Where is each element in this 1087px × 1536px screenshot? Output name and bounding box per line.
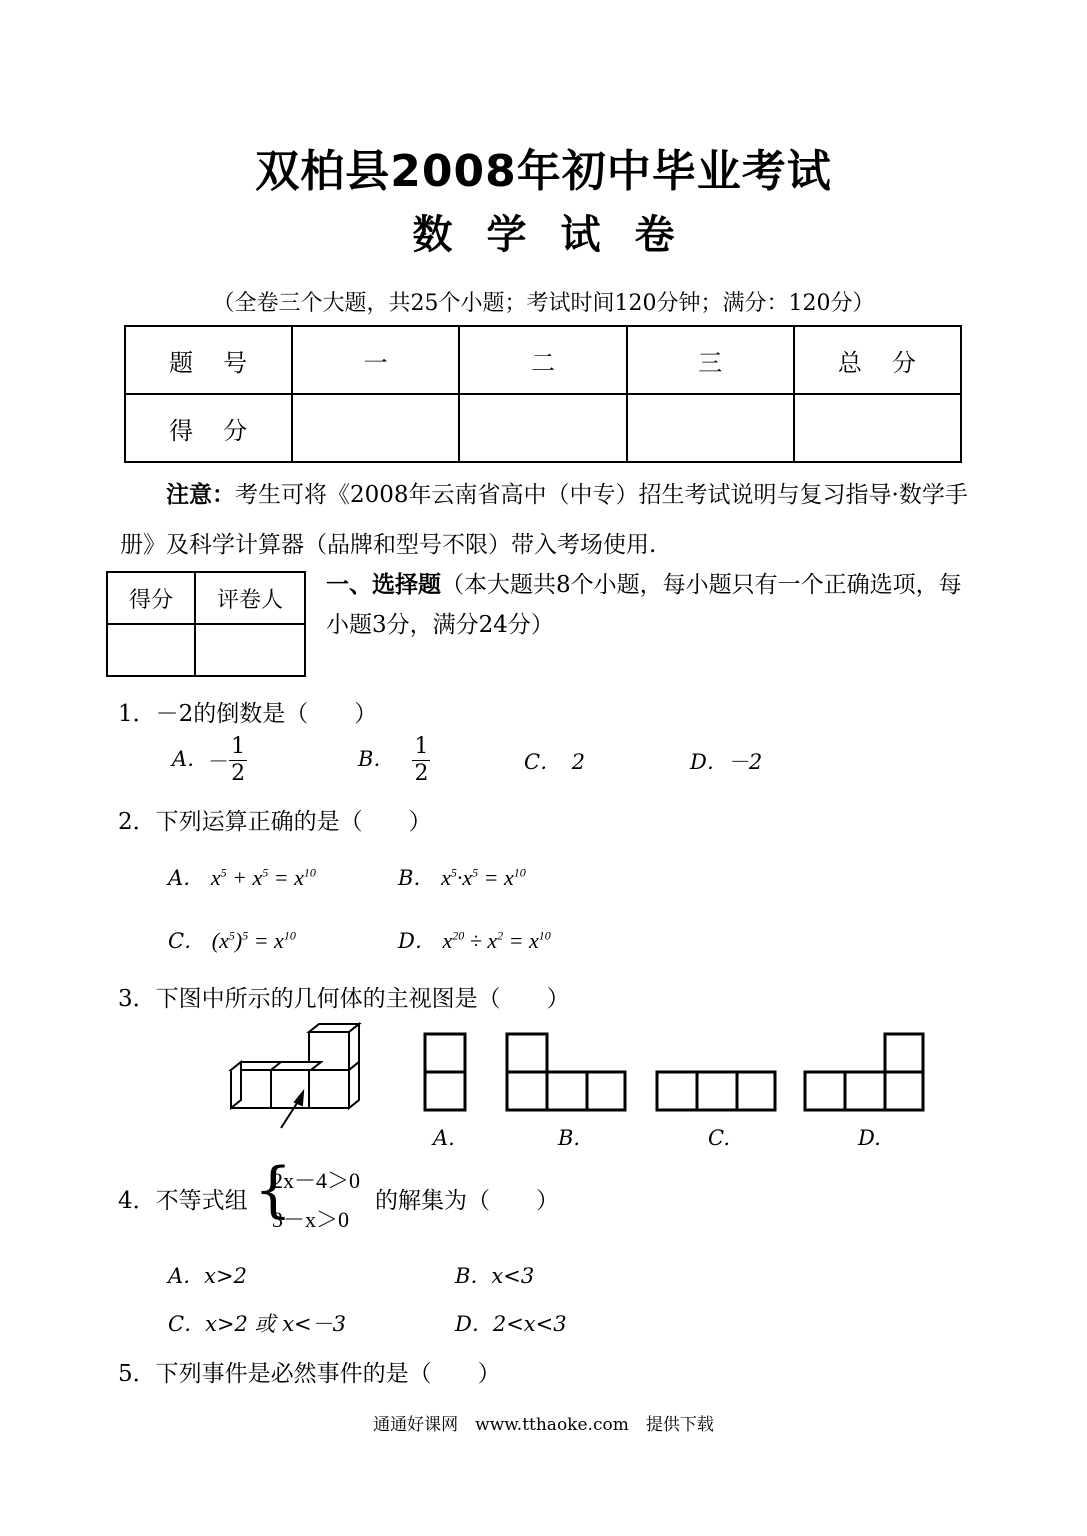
note-text: 考生可将《2008年云南省高中（中专）招生考试说明与复习指导·数学手册》及科学计算器（品牌和型号不限）带入考场使用. [120,482,968,558]
grader-header-score: 得分 [107,572,195,624]
q2-c-formula: $(x^5)^5 = x^{10}$ [211,928,296,953]
q3-option-a-figure [425,1034,465,1110]
score-input-cell[interactable] [627,394,794,462]
q1-stem: 1．－2的倒数是（ ） [118,701,378,727]
q4-stem-pre: 4．不等式组 [118,1188,248,1214]
exam-info: （全卷三个大题，共25个小题；考试时间120分钟；满分：120分） [212,291,875,316]
exam-title: 双柏县2008年初中毕业考试 [255,146,832,197]
note-paragraph [120,470,970,570]
q4-option-c[interactable]: C．x>2 或 x<－3 [168,1312,347,1336]
score-header-cell: 题号 [125,326,292,394]
q2-a-formula: $x^5 + x^5 = x^{10}$ [210,865,316,890]
q3-option-b-figure [507,1034,625,1110]
q4-option-a[interactable]: A．x>2 [168,1264,247,1288]
q1-option-d[interactable]: D．－2 [690,750,763,774]
q2-b-formula: $x^5\cdot x^5 = x^{10}$ [441,865,526,890]
grader-input-grader[interactable] [195,624,305,676]
q4-option-d[interactable]: D．2<x<3 [455,1312,567,1336]
score-input-cell[interactable] [459,394,626,462]
grader-table [106,571,306,677]
q3-option-b-label[interactable]: B. [558,1126,581,1150]
page-footer: 通通好课网 www.tthaoke.com 提供下载 [373,1415,714,1435]
q1-option-c[interactable]: C． 2 [524,750,585,774]
q2-stem: 2．下列运算正确的是（ ） [118,809,432,835]
q4-option-b[interactable]: B．x<3 [455,1264,535,1288]
score-header-cell: 二 [459,326,626,394]
q1-option-b[interactable]: B． $\frac{1}{2}$ [358,734,429,786]
q2-option-c[interactable]: C． $(x^5)^5 = x^{10}$ [168,928,296,953]
section1-heading [326,565,976,645]
score-header-cell: 总分 [794,326,961,394]
brace-icon: { [254,1155,293,1225]
q3-option-d-figure [805,1034,923,1110]
section1-title: 一、选择题 [326,572,441,598]
score-header-cell: 三 [627,326,794,394]
fraction: $\frac{1}{2}$ [414,734,429,786]
q2-option-a[interactable]: A． $x^5 + x^5 = x^{10}$ [168,865,316,890]
q5-stem: 5．下列事件是必然事件的是（ ） [118,1361,501,1387]
score-table [124,325,962,463]
grader-input-score[interactable] [107,624,195,676]
q2-option-b[interactable]: B． $x^5\cdot x^5 = x^{10}$ [398,865,526,890]
fraction: $\frac{1}{2}$ [231,734,246,786]
score-input-cell[interactable] [292,394,459,462]
exam-subject: 数学试卷 [412,212,709,258]
q3-option-c-figure [657,1072,775,1110]
score-label-cell: 得分 [125,394,292,462]
q3-figures [225,1020,945,1132]
q3-solid-figure [231,1024,359,1108]
q3-option-d-label[interactable]: D. [858,1126,881,1150]
q4-stem-post: 的解集为（ ） [375,1188,559,1214]
grader-header-grader: 评卷人 [195,572,305,624]
q2-d-formula: $x^{20} \div x^2 = x^{10}$ [442,928,551,953]
q1-option-a[interactable]: A．－ $\frac{1}{2}$ [172,734,246,786]
section1-desc: （本大题共8个小题，每小题只有一个正确选项，每小题3分，满分24分） [326,572,962,638]
q4-inequality-2: 3－x＞0 [272,1207,350,1232]
q3-option-a-label[interactable]: A. [433,1126,455,1150]
score-header-cell: 一 [292,326,459,394]
q3-stem: 3．下图中所示的几何体的主视图是（ ） [118,986,570,1012]
q3-option-c-label[interactable]: C. [708,1126,730,1150]
note-label: 注意： [166,482,235,508]
q2-option-d[interactable]: D． $x^{20} \div x^2 = x^{10}$ [398,928,551,953]
q4-inequality-1: 2x－4＞0 [272,1168,361,1193]
score-input-cell[interactable] [794,394,961,462]
